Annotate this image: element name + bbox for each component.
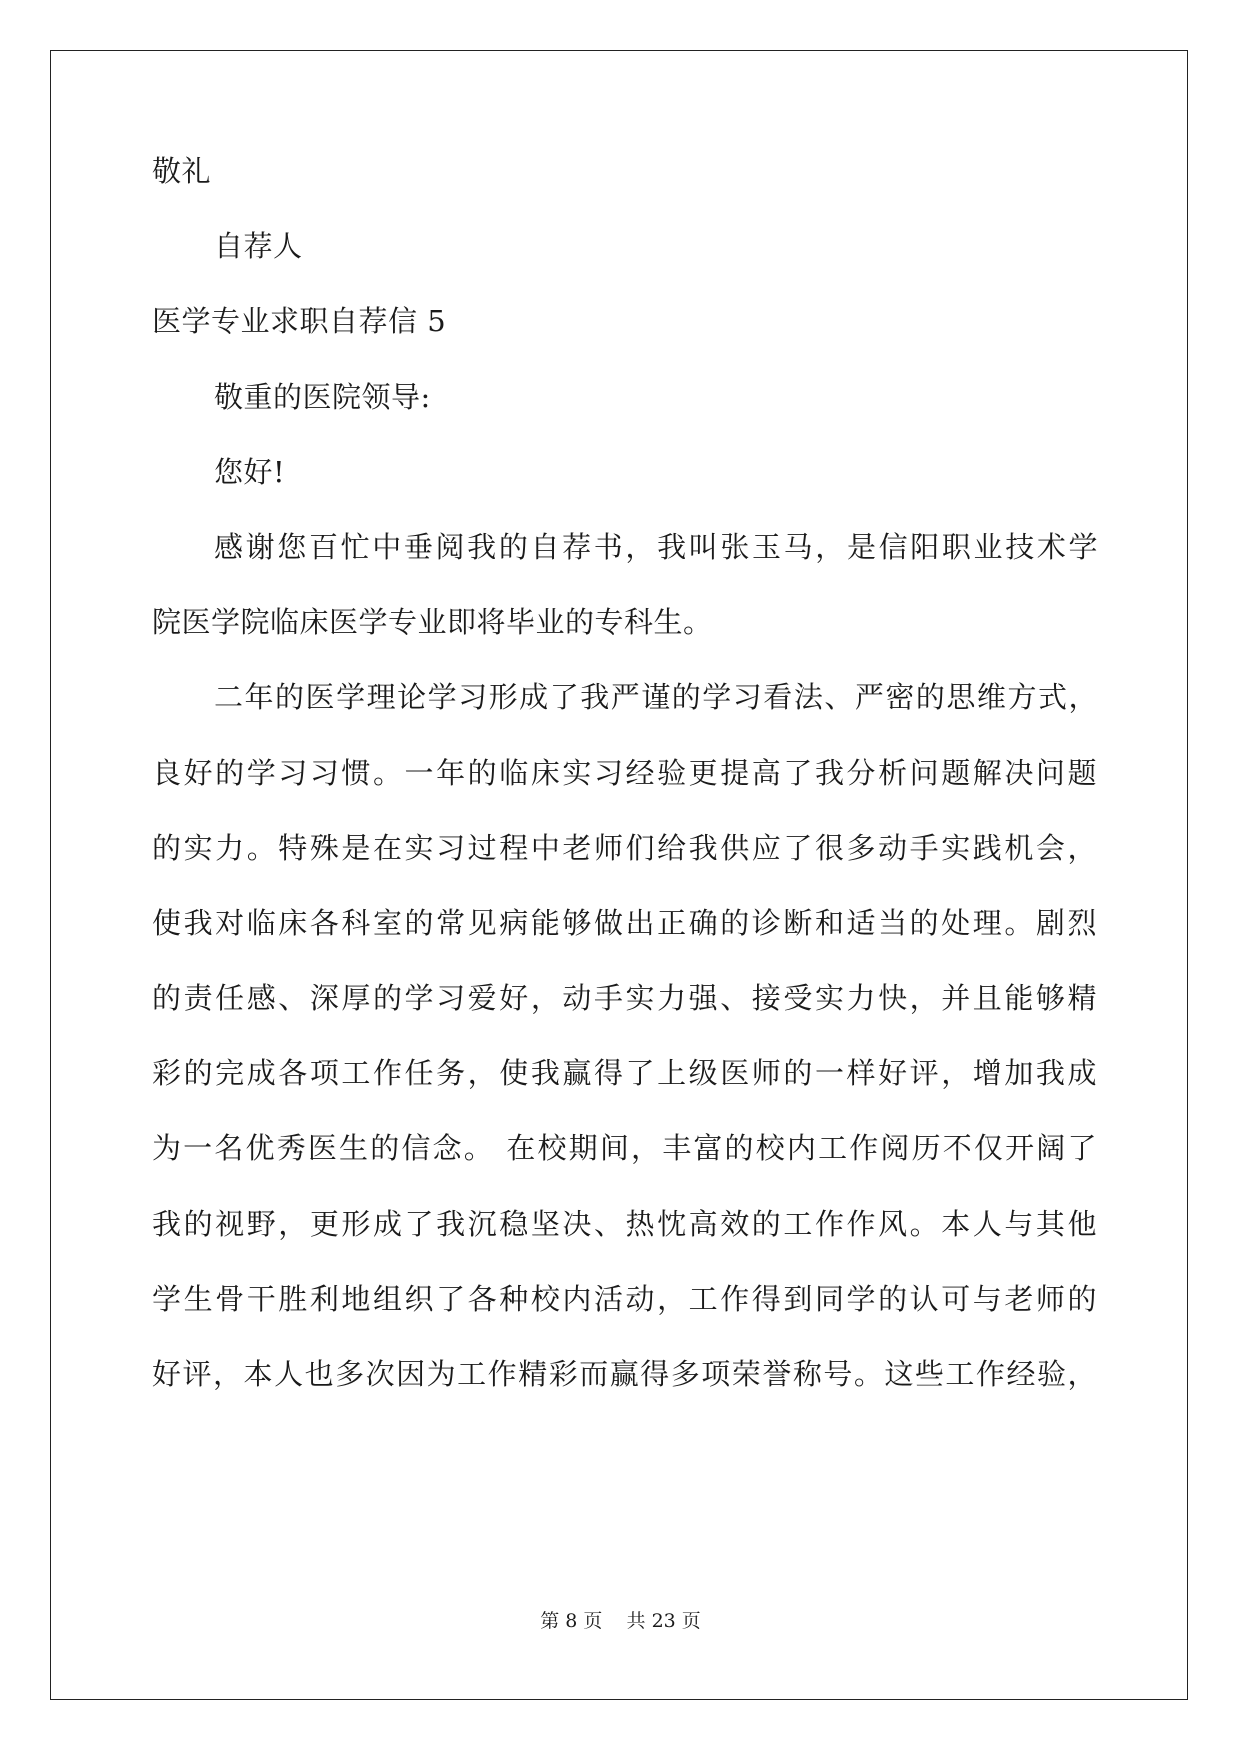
body-line: 良好的学习习惯。一年的临床实习经验更提高了我分析问题解决问题 [152, 756, 1097, 790]
body-line: 二年的医学理论学习形成了我严谨的学习看法、严密的思维方式， [214, 680, 1098, 714]
body-line: 为一名优秀医生的信念。 在校期间，丰富的校内工作阅历不仅开阔了 [152, 1131, 1097, 1165]
body-line: 学生骨干胜利地组织了各种校内活动，工作得到同学的认可与老师的 [152, 1282, 1097, 1316]
body-line: 好评，本人也多次因为工作精彩而赢得多项荣誉称号。这些工作经验， [152, 1357, 1097, 1391]
salutation-text: 敬重的医院领导: [214, 380, 431, 414]
letter-title: 医学专业求职自荐信 5 [152, 304, 447, 338]
body-line: 感谢您百忙中垂阅我的自荐书，我叫张玉马，是信阳职业技术学 [214, 530, 1098, 564]
body-line: 的实力。特殊是在实习过程中老师们给我供应了很多动手实践机会， [152, 831, 1097, 865]
signature-text: 自荐人 [214, 229, 303, 263]
body-line: 的责任感、深厚的学习爱好，动手实力强、接受实力快，并且能够精 [152, 981, 1097, 1015]
body-line: 彩的完成各项工作任务，使我赢得了上级医师的一样好评，增加我成 [152, 1056, 1097, 1090]
greeting-text: 您好! [214, 455, 286, 489]
page-border [50, 50, 1188, 1700]
body-line: 使我对临床各科室的常见病能够做出正确的诊断和适当的处理。剧烈 [152, 906, 1097, 940]
closing-text: 敬礼 [152, 154, 212, 188]
body-line: 我的视野，更形成了我沉稳坚决、热忱高效的工作作风。本人与其他 [152, 1207, 1097, 1241]
body-line: 院医学院临床医学专业即将毕业的专科生。 [152, 605, 713, 639]
page-number-footer: 第 8 页 共 23 页 [540, 1610, 701, 1632]
